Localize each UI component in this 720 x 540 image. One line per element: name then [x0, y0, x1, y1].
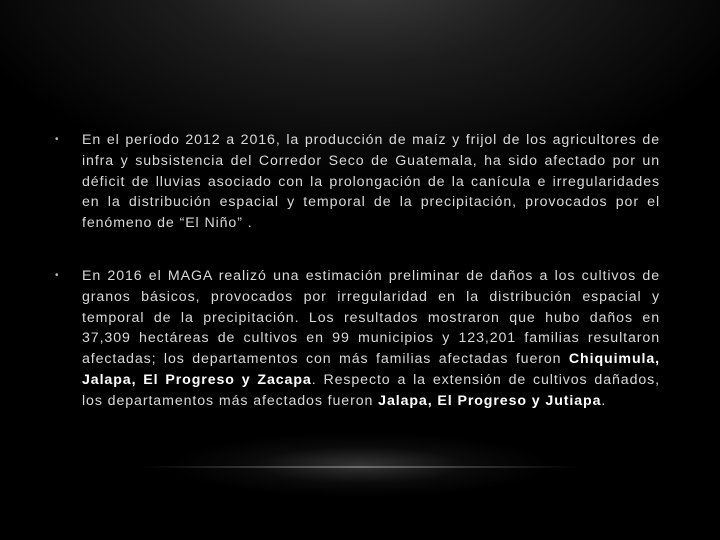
stage-glow-line: [140, 466, 580, 468]
bullet-text-part: .: [601, 392, 607, 409]
bullet-text-part: En 2016 el MAGA realizó una estimación preliminar de daños a los cultivos de granos básicos, provocados por irregularidad en la distribución espacial y temporal de la precipitación. Los resultados mostraron que hubo daños en 37,309 hectáreas de cultivos en 99 municipios y 123,201 familias resultaron afectadas; los departamentos con más familias afectadas fueron: [82, 267, 660, 368]
bullet-text: En el período 2012 a 2016, la producción de maíz y frijol de los agricultores de infra y subsistencia del Corredor Seco de Guatemala, ha sido afectado por un déficit de lluvias asociado con la prolongación de la canícula e irregularidades en la distribución espacial y temporal de la precipitación, provocados por el fenómeno de “El Niño” .: [82, 132, 660, 232]
stage-glow: [120, 420, 600, 510]
bullet-item-1: [55, 130, 660, 234]
bold-departments-families: Chiquimula, Jalapa, El Progreso y Zacapa: [82, 351, 660, 388]
bold-departments-crops: Jalapa, El Progreso y Jutiapa: [378, 392, 602, 409]
bullet-text-part: . Respecto a la extensión de cultivos dañados, los departamentos más afectados fueron: [82, 371, 660, 409]
bullet-marker: •: [55, 134, 60, 145]
bullet-marker: •: [55, 269, 60, 281]
bullet-item-2: [55, 266, 660, 412]
bullet-list: [55, 130, 660, 412]
